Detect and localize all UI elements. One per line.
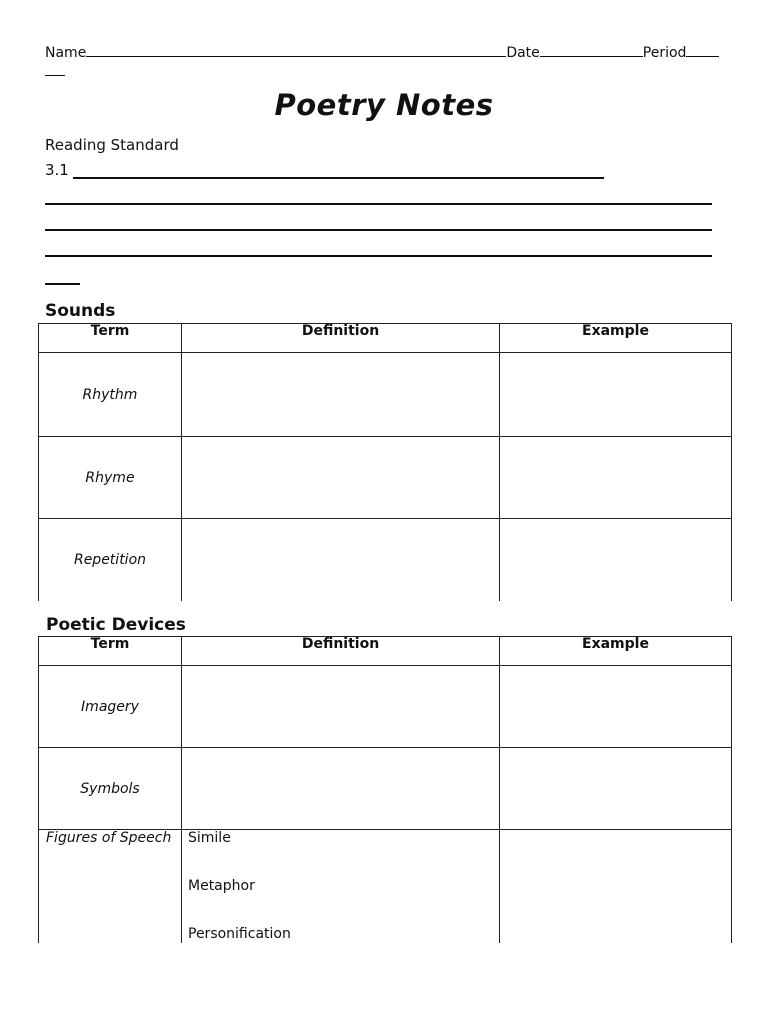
example-cell[interactable] bbox=[500, 666, 732, 748]
definition-cell[interactable] bbox=[182, 748, 500, 830]
period-blank-continued bbox=[45, 75, 65, 76]
poetic-devices-table bbox=[38, 636, 732, 943]
term-cell: Rhythm bbox=[39, 353, 182, 437]
term-cell: Imagery bbox=[39, 666, 182, 748]
reading-standard-number: 3.1 bbox=[45, 161, 69, 179]
period-blank[interactable] bbox=[686, 43, 719, 57]
figures-of-speech-list bbox=[182, 830, 499, 943]
sub-item-personification: Personification bbox=[188, 926, 291, 942]
example-cell[interactable] bbox=[500, 437, 732, 519]
term-cell: Figures of Speech bbox=[39, 830, 182, 944]
student-info-line bbox=[45, 43, 719, 62]
example-cell[interactable] bbox=[500, 353, 732, 437]
table-row bbox=[39, 666, 732, 748]
table-row bbox=[39, 830, 732, 944]
definition-cell[interactable] bbox=[182, 353, 500, 437]
example-cell[interactable] bbox=[500, 748, 732, 830]
standard-answer-line-4[interactable] bbox=[45, 255, 712, 257]
name-label: Name bbox=[45, 45, 87, 61]
column-header-term: Term bbox=[39, 324, 182, 353]
definition-cell[interactable] bbox=[182, 830, 500, 944]
period-label: Period bbox=[642, 45, 687, 61]
definition-cell[interactable] bbox=[182, 519, 500, 601]
standard-answer-line-3[interactable] bbox=[45, 229, 712, 231]
term-cell: Repetition bbox=[39, 519, 182, 601]
page-title: Poetry Notes bbox=[274, 88, 494, 122]
standard-answer-line-1[interactable] bbox=[73, 177, 604, 179]
table-row bbox=[39, 519, 732, 601]
table-row bbox=[39, 353, 732, 437]
term-cell: Symbols bbox=[39, 748, 182, 830]
table-row bbox=[39, 748, 732, 830]
reading-standard-label: Reading Standard bbox=[45, 136, 179, 154]
column-header-term: Term bbox=[39, 637, 182, 666]
term-cell: Rhyme bbox=[39, 437, 182, 519]
definition-cell[interactable] bbox=[182, 437, 500, 519]
sounds-heading: Sounds bbox=[45, 301, 116, 321]
example-cell[interactable] bbox=[500, 830, 732, 944]
poetic-devices-heading: Poetic Devices bbox=[46, 615, 186, 635]
column-header-definition: Definition bbox=[182, 637, 500, 666]
table-header-row bbox=[39, 637, 732, 666]
standard-answer-line-2[interactable] bbox=[45, 203, 712, 205]
sub-item-metaphor: Metaphor bbox=[188, 878, 255, 894]
standard-answer-line-5[interactable] bbox=[45, 283, 80, 285]
column-header-example: Example bbox=[500, 637, 732, 666]
sub-item-simile: Simile bbox=[188, 830, 231, 846]
date-label: Date bbox=[506, 45, 540, 61]
date-blank[interactable] bbox=[540, 43, 643, 57]
example-cell[interactable] bbox=[500, 519, 732, 601]
table-row bbox=[39, 437, 732, 519]
definition-cell[interactable] bbox=[182, 666, 500, 748]
name-blank[interactable] bbox=[86, 43, 506, 57]
sounds-table bbox=[38, 323, 732, 601]
column-header-definition: Definition bbox=[182, 324, 500, 353]
table-header-row bbox=[39, 324, 732, 353]
column-header-example: Example bbox=[500, 324, 732, 353]
